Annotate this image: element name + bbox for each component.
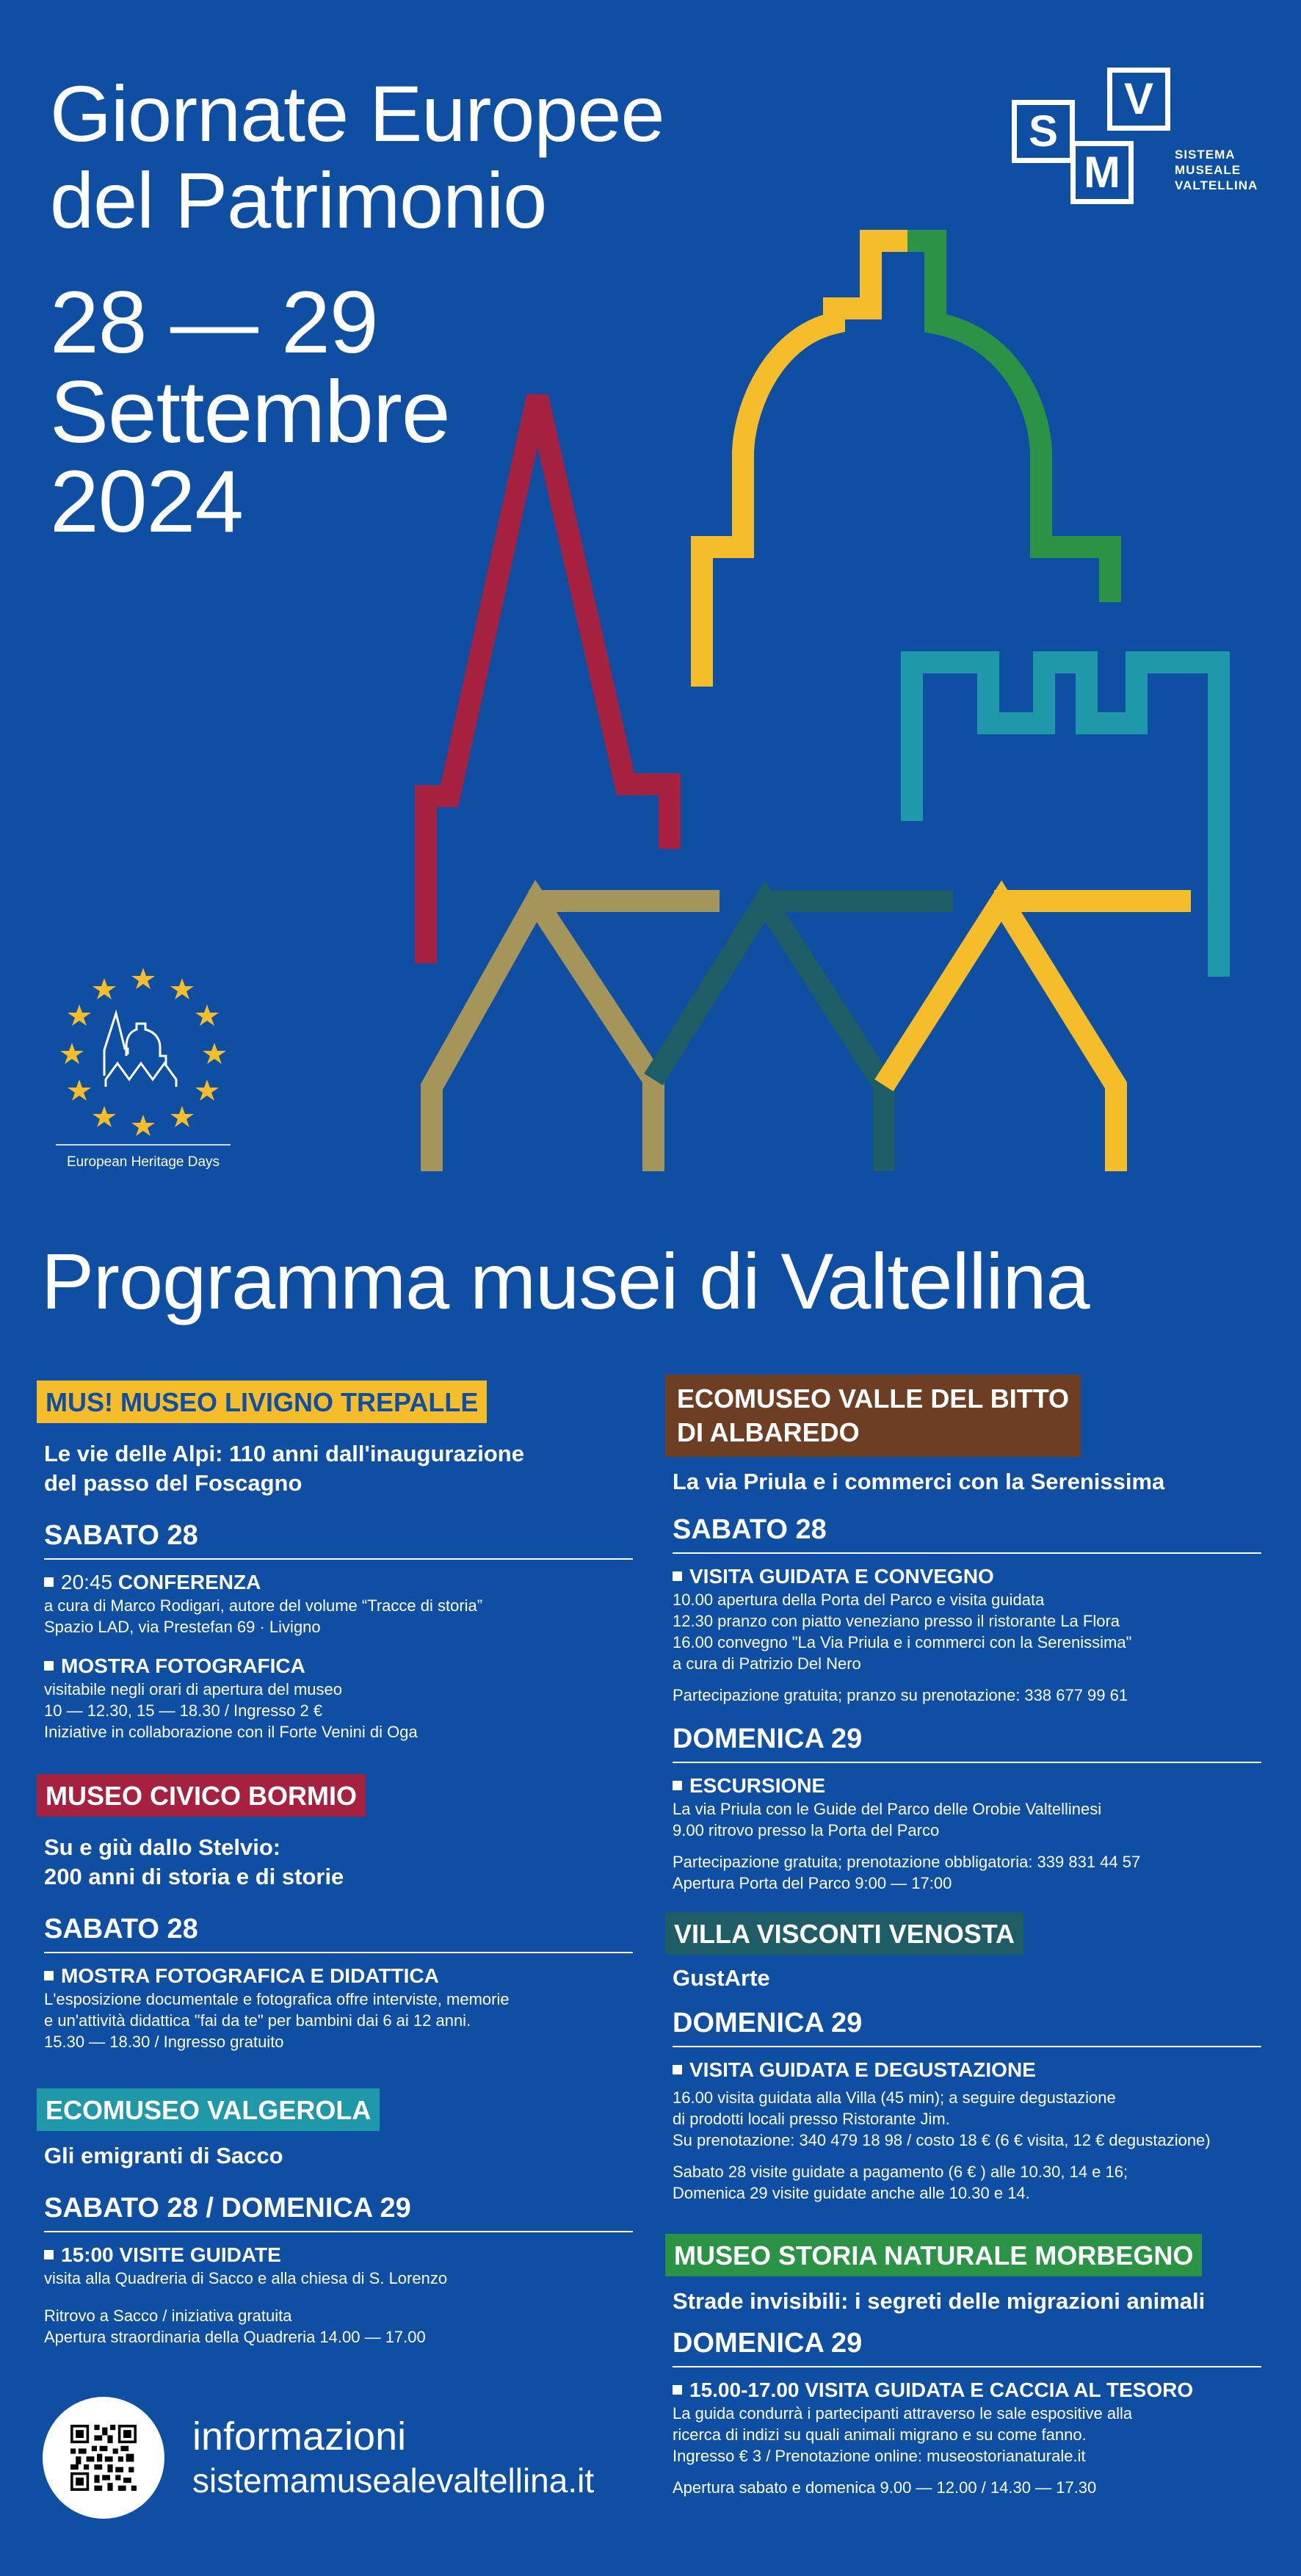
bullet-square-icon: [673, 2065, 682, 2074]
event-line: Iniziative in collaborazione con il Forte Venini di Oga: [44, 1723, 418, 1741]
ehd-divider: [56, 1144, 231, 1146]
event-note: Apertura sabato e domenica 9.00 — 12.00 / 14.30 — 17.30: [673, 2478, 1097, 2497]
museum-subtitle: [44, 1439, 624, 1498]
museum-section: [37, 1774, 624, 2052]
title-line: Giornate Europee: [50, 69, 664, 158]
title-line: del Patrimonio: [50, 156, 547, 245]
bullet-square-icon: [673, 1781, 682, 1790]
star-icon: [131, 1115, 155, 1136]
event-line: a cura di Marco Rodigari, autore del volume “Tracce di storia”: [44, 1596, 483, 1615]
bullet-square-icon: [44, 1971, 54, 1980]
note-line: Partecipazione gratuita; prenotazione obbligatoria: 339 831 44 57: [673, 1853, 1141, 1871]
event-title: [673, 1564, 1253, 1589]
website-link[interactable]: sistemamusealevaltellina.it: [192, 2461, 595, 2500]
event-line: a cura di Patrizio Del Nero: [673, 1654, 861, 1673]
qr-code-badge[interactable]: [43, 2397, 164, 2519]
event: [673, 2378, 1253, 2498]
museum-tag: MUSEO CIVICO BORMIO: [37, 1774, 366, 1817]
bullet-square-icon: [44, 2250, 54, 2260]
museum-tag: VILLA VISCONTI VENOSTA: [665, 1912, 1023, 1955]
day-heading: SABATO 28: [44, 1519, 633, 1560]
event-name: VISITA GUIDATA E CONVEGNO: [689, 1565, 994, 1588]
event-title: [673, 1773, 1253, 1798]
dome-left-shape: [702, 241, 907, 687]
event: [44, 1570, 624, 1638]
note-line: Domenica 29 visite guidate anche alle 10.30 e 14.: [673, 2184, 1030, 2202]
museum-subtitle: Strade invisibili: i segreti delle migrazioni animali: [673, 2288, 1206, 2314]
event-line: 16.00 visita guidata alla Villa (45 min); a seguire degustazione: [673, 2088, 1116, 2107]
info-label: informazioni: [192, 2414, 407, 2459]
museum-tag: MUS! MUSEO LIVIGNO TREPALLE: [37, 1381, 487, 1423]
event-name: 15:00 VISITE GUIDATE: [61, 2243, 281, 2266]
museum-section: [665, 1912, 1253, 2204]
event-note: Partecipazione gratuita; pranzo su prenotazione: 338 677 99 61: [673, 1686, 1128, 1704]
dome-right-shape: [907, 241, 1110, 602]
logo-text-line: MUSEALE: [1175, 163, 1242, 177]
castle-shape: [912, 662, 1219, 977]
dates-line: Settembre: [50, 363, 450, 461]
logo-letter-m: M: [1070, 141, 1134, 204]
event-title: [44, 2243, 624, 2268]
event: [673, 2058, 1253, 2204]
ehd-label: European Heritage Days: [66, 1154, 220, 1170]
museum-subtitle: La via Priula e i commerci con la Serenissima: [673, 1469, 1165, 1494]
day-heading: SABATO 28: [673, 1513, 1261, 1554]
subtitle-line: 200 anni di storia e di storie: [44, 1864, 344, 1889]
event-line: Su prenotazione: 340 479 18 98 / costo 18 € (6 € visita, 12 € degustazione): [673, 2131, 1211, 2149]
event-name: MOSTRA FOTOGRAFICA: [61, 1654, 305, 1677]
event-name: CONFERENZA: [117, 1571, 261, 1593]
logo-text: [1175, 147, 1258, 193]
star-icon: [93, 1106, 116, 1127]
event-line: e un'attività didattica "fai da te" per bambini dai 6 ai 12 anni.: [44, 2011, 471, 2030]
event-line: di prodotti locali presso Ristorante Jim.: [673, 2110, 950, 2128]
day-heading: SABATO 28: [44, 1912, 633, 1953]
event-line: visitabile negli orari di apertura del museo: [44, 1680, 342, 1698]
event: [44, 2243, 624, 2289]
event-name: VISITA GUIDATA E DEGUSTAZIONE: [689, 2058, 1036, 2081]
event-line: visita alla Quadreria di Sacco e alla chiesa di S. Lorenzo: [44, 2269, 448, 2287]
event-line: L'esposizione documentale e fotografica offre interviste, memorie: [44, 1990, 510, 2008]
monuments-line-art: [396, 220, 1300, 1190]
spire-shape: [426, 397, 670, 963]
house-yellow-shape: [884, 901, 1116, 1171]
museum-tag: ECOMUSEO VALGEROLA: [37, 2088, 380, 2131]
event-line: La guida condurrà i partecipanti attraverso le sale espositive alla: [673, 2404, 1133, 2423]
museum-section: [37, 1381, 624, 1743]
event-line: La via Priula con le Guide del Parco delle Orobie Valtellinesi: [673, 1800, 1102, 1818]
event-time: 20:45: [61, 1571, 113, 1593]
note-line: Sabato 28 visite guidate a pagamento (6 € ) alle 10.30, 14 e 16;: [673, 2163, 1128, 2181]
dates-line: 28 — 29: [50, 273, 378, 372]
star-icon: [170, 978, 194, 999]
event-note: [673, 1851, 1253, 1894]
event-name: MOSTRA FOTOGRAFICA E DIDATTICA: [61, 1964, 439, 1987]
museum-subtitle: Gli emigranti di Sacco: [44, 2143, 283, 2168]
event: [44, 1964, 624, 2052]
dates-line: 2024: [50, 452, 243, 551]
bullet-square-icon: [44, 1577, 54, 1587]
event-title: [673, 2378, 1253, 2403]
museum-tag: MUSEO STORIA NATURALE MORBEGNO: [665, 2234, 1202, 2276]
page-title: [50, 70, 664, 244]
event-line: 10.00 apertura della Porta del Parco e visita guidata: [673, 1591, 1045, 1609]
star-icon: [195, 1005, 219, 1026]
museum-section: [665, 1375, 1253, 1894]
event-line: 16.00 convegno "La Via Priula e i commerci con la Serenissima": [673, 1633, 1132, 1651]
star-icon: [195, 1079, 219, 1101]
note-line: Apertura Porta del Parco 9:00 — 17:00: [673, 1874, 952, 1892]
logo-text-line: VALTELLINA: [1175, 178, 1258, 192]
ehd-emblem-icon: [51, 962, 235, 1138]
subtitle-line: Le vie delle Alpi: 110 anni dall'inaugurazione: [44, 1441, 524, 1466]
note-line: Ritrovo a Sacco / iniziativa gratuita: [44, 2307, 292, 2325]
day-heading: DOMENICA 29: [673, 2326, 1261, 2367]
museum-subtitle: [44, 1833, 624, 1892]
house-darkteal-shape: [653, 901, 884, 1171]
european-heritage-days-logo: [51, 962, 235, 1182]
museum-section: [37, 2088, 624, 2348]
star-icon: [68, 1079, 91, 1101]
museum-tag: [665, 1375, 1081, 1457]
logo-text-line: SISTEMA: [1175, 148, 1236, 162]
star-icon: [203, 1043, 226, 1064]
event-notes: [44, 2305, 624, 2348]
museum-section: [665, 2234, 1253, 2498]
event-title: [44, 1654, 624, 1679]
event-line: 9.00 ritrovo presso la Porta del Parco: [673, 1821, 940, 1839]
bullet-square-icon: [673, 1571, 682, 1581]
star-icon: [170, 1106, 194, 1127]
event-dates: [50, 273, 450, 551]
tag-line: DI ALBAREDO: [677, 1417, 860, 1447]
event: [44, 1654, 624, 1743]
day-heading: DOMENICA 29: [673, 1722, 1261, 1763]
bullet-square-icon: [673, 2385, 682, 2395]
programma-title: Programma musei di Valtellina: [41, 1237, 1090, 1325]
event-name: ESCURSIONE: [689, 1774, 826, 1797]
event: [673, 1773, 1253, 1894]
museum-subtitle: GustArte: [673, 1965, 770, 1991]
logo-letter-v: V: [1107, 68, 1170, 131]
logo-letter-s: S: [1012, 100, 1075, 163]
day-heading: SABATO 28 / DOMENICA 29: [44, 2191, 633, 2232]
subtitle-line: Su e giù dallo Stelvio:: [44, 1834, 281, 1860]
event-title: [673, 2058, 1253, 2083]
star-icon: [131, 968, 155, 989]
tag-line: ECOMUSEO VALLE DEL BITTO: [677, 1383, 1070, 1414]
day-heading: DOMENICA 29: [673, 2006, 1261, 2047]
event-name: 15.00-17.00 VISITA GUIDATA E CACCIA AL TESORO: [689, 2378, 1194, 2401]
star-icon: [93, 978, 116, 999]
event-title: [44, 1570, 624, 1595]
star-icon: [68, 1005, 91, 1026]
event-line: ricerca di indizi su quali animali migrano e su come fanno.: [673, 2425, 1087, 2444]
event-line: 10 — 12.30, 15 — 18.30 / Ingresso 2 €: [44, 1701, 323, 1720]
event-line: 15.30 — 18.30 / Ingresso gratuito: [44, 2033, 284, 2051]
subtitle-line: del passo del Foscagno: [44, 1470, 302, 1496]
event-line: Spazio LAD, via Prestefan 69 · Livigno: [44, 1618, 321, 1636]
event: [673, 1564, 1253, 1706]
event-note: [673, 2161, 1253, 2204]
smv-logo: [1012, 68, 1258, 200]
event-line: Ingresso € 3 / Prenotazione online: museostorianaturale.it: [673, 2447, 1086, 2465]
star-icon: [60, 1043, 84, 1064]
bullet-square-icon: [44, 1661, 54, 1671]
qr-code-icon[interactable]: [70, 2425, 137, 2491]
note-line: Apertura straordinaria della Quadreria 14.00 — 17.00: [44, 2328, 426, 2346]
event-title: [44, 1964, 624, 1989]
house-olive-shape: [432, 901, 653, 1171]
event-line: 12.30 pranzo con piatto veneziano presso il ristorante La Flora: [673, 1612, 1120, 1630]
